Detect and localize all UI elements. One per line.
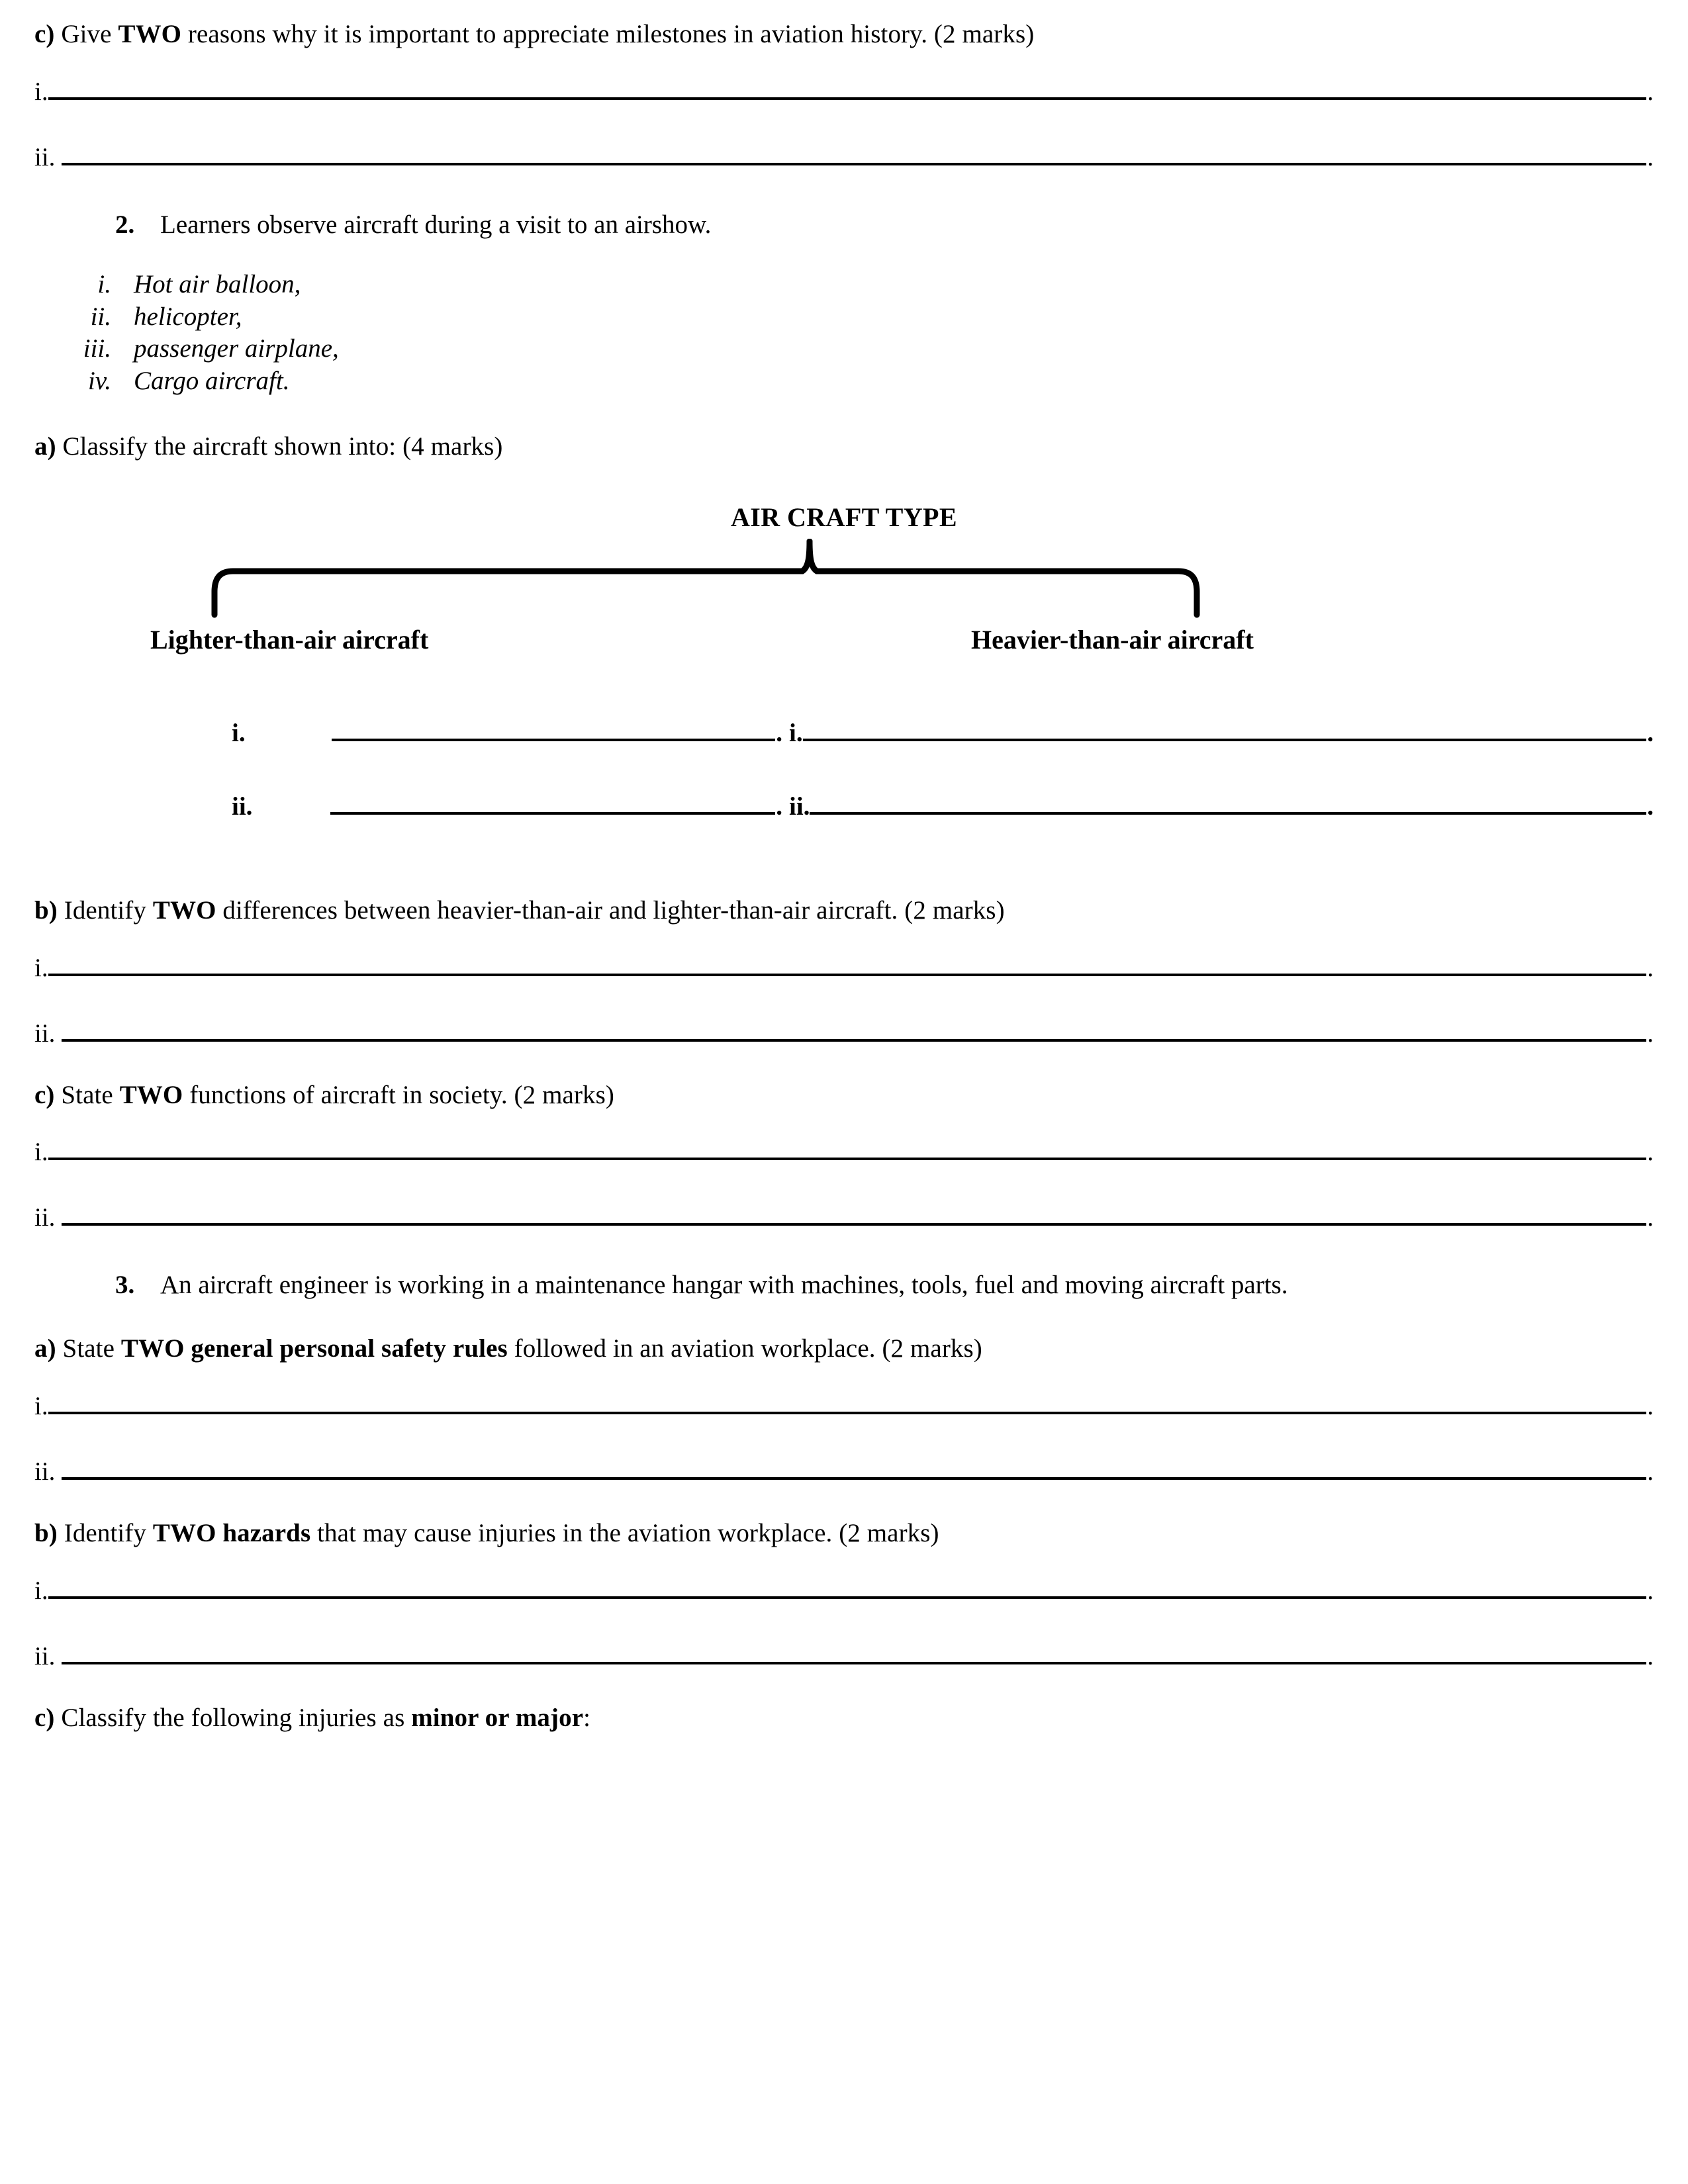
question-3c-text-before: Classify the following injuries as	[54, 1704, 412, 1733]
answer-terminator: .	[1647, 1576, 1654, 1606]
question-3c-label: c)	[34, 1704, 55, 1733]
list-item	[34, 301, 1654, 334]
question-1c-text-after: reasons why it is important to appreciate milestones in aviation history. (2 marks)	[181, 20, 1035, 48]
answer-line-2c-i[interactable]	[34, 1139, 1654, 1165]
answer-rule[interactable]	[48, 974, 1647, 976]
question-3-stem	[34, 1270, 1654, 1300]
answer-rule[interactable]	[62, 163, 1646, 165]
question-3-stem-text: An aircraft engineer is working in a maintenance hangar with machines, tools, fuel and moving aircraft parts.	[160, 1271, 1288, 1300]
answer-marker-gap	[55, 144, 62, 170]
branch-label-lighter-than-air: Lighter-than-air aircraft	[150, 624, 429, 655]
answer-rule[interactable]	[62, 1223, 1646, 1226]
question-2c-text-before: State	[54, 1080, 120, 1109]
answer-marker: i.	[34, 953, 48, 982]
answer-rule[interactable]	[48, 1158, 1647, 1160]
answer-line-3a-i[interactable]	[34, 1393, 1654, 1419]
answer-marker: i.	[34, 1138, 48, 1167]
question-2-stem	[34, 210, 1654, 240]
question-3a-text-after: followed in an aviation workplace. (2 marks)	[507, 1334, 982, 1363]
answer-terminator: .	[1647, 1457, 1654, 1486]
diagram-brace	[34, 539, 1654, 618]
answer-terminator: .	[1647, 718, 1654, 747]
answer-marker-gap	[55, 1021, 62, 1046]
answer-line-2b-ii[interactable]	[34, 1021, 1654, 1046]
answer-terminator: .	[1647, 1392, 1654, 1421]
classification-answers-row-i	[34, 720, 1654, 746]
question-2a-prompt	[34, 432, 1654, 462]
classification-left-ii[interactable]	[34, 794, 782, 819]
list-item	[34, 269, 1654, 301]
question-3b-text-after: that may cause injuries in the aviation workplace. (2 marks)	[310, 1519, 939, 1548]
question-2c-emphasis: TWO	[119, 1080, 183, 1109]
answer-terminator: .	[1647, 1203, 1654, 1232]
question-3a-emphasis: TWO general personal safety rules	[120, 1334, 508, 1363]
answer-rule[interactable]	[810, 812, 1646, 815]
answer-marker: ii.	[34, 1019, 56, 1048]
answer-marker: ii.	[789, 792, 810, 821]
answer-marker-gap	[55, 1205, 62, 1230]
answer-marker: i.	[789, 718, 803, 747]
answer-line-3a-ii[interactable]	[34, 1459, 1654, 1484]
answer-rule[interactable]	[62, 1477, 1646, 1480]
question-3b-label: b)	[34, 1519, 58, 1548]
answer-line-1c-i[interactable]	[34, 79, 1654, 105]
answer-terminator: .	[1647, 1019, 1654, 1048]
answer-marker-gap	[55, 1459, 62, 1484]
aircraft-list	[34, 269, 1654, 398]
answer-terminator: .	[1647, 1138, 1654, 1167]
question-3a-prompt	[34, 1334, 1654, 1364]
list-item-label: passenger airplane,	[134, 334, 339, 363]
question-1c-prompt	[34, 20, 1654, 50]
answer-terminator: .	[776, 718, 782, 747]
list-item-label: helicopter,	[134, 302, 242, 331]
question-3c-emphasis: minor or major	[411, 1704, 584, 1733]
answer-rule[interactable]	[332, 739, 776, 741]
question-2a-text: Classify the aircraft shown into: (4 marks)	[56, 432, 503, 461]
question-3-number: 3.	[115, 1271, 135, 1300]
answer-marker: ii.	[34, 1203, 56, 1232]
answer-terminator: .	[1647, 1642, 1654, 1671]
question-2b-label: b)	[34, 895, 58, 925]
question-2b-text-after: differences between heavier-than-air and lighter-than-air aircraft. (2 marks)	[216, 895, 1005, 925]
brace-icon	[34, 539, 1654, 618]
list-item-numeral: iii.	[83, 334, 111, 363]
classification-answers-row-ii	[34, 794, 1654, 819]
list-item-label: Hot air balloon,	[134, 269, 301, 298]
question-3b-prompt	[34, 1519, 1654, 1549]
answer-marker: i.	[232, 718, 246, 747]
question-2c-text-after: functions of aircraft in society. (2 marks)	[183, 1080, 614, 1109]
answer-terminator: .	[776, 792, 782, 821]
branch-label-heavier-than-air: Heavier-than-air aircraft	[971, 624, 1254, 655]
answer-rule[interactable]	[48, 1412, 1647, 1414]
question-2c-prompt	[34, 1081, 1654, 1111]
question-3b-text-before: Identify	[57, 1519, 153, 1548]
answer-line-1c-ii[interactable]	[34, 144, 1654, 170]
classification-right-i[interactable]	[782, 720, 1654, 746]
answer-terminator: .	[1647, 792, 1654, 821]
question-2b-emphasis: TWO	[152, 895, 216, 925]
question-1c-emphasis: TWO	[118, 20, 182, 48]
list-item	[34, 365, 1654, 398]
list-item-numeral: iv.	[87, 367, 111, 396]
answer-marker-gap	[55, 1643, 62, 1669]
question-1c-label: c)	[34, 20, 55, 48]
answer-line-3b-i[interactable]	[34, 1578, 1654, 1604]
question-3a-label: a)	[34, 1334, 56, 1363]
list-item-numeral: i.	[97, 269, 111, 298]
answer-marker: ii.	[34, 1457, 56, 1486]
list-item	[34, 333, 1654, 365]
question-2-stem-text: Learners observe aircraft during a visit to an airshow.	[160, 210, 712, 239]
answer-line-3b-ii[interactable]	[34, 1643, 1654, 1669]
answer-terminator: .	[1647, 142, 1654, 171]
answer-marker: ii.	[34, 1642, 56, 1671]
classification-right-ii[interactable]	[782, 794, 1654, 819]
question-2-number: 2.	[115, 210, 135, 239]
answer-rule[interactable]	[330, 812, 775, 815]
answer-marker: i.	[34, 1576, 48, 1606]
answer-terminator: .	[1647, 953, 1654, 982]
question-1c-text-before: Give	[54, 20, 118, 48]
question-3c-prompt	[34, 1704, 1654, 1733]
question-2b-prompt	[34, 896, 1654, 926]
aircraft-type-diagram	[34, 502, 1654, 700]
answer-rule[interactable]	[48, 1596, 1647, 1599]
answer-marker: i.	[34, 77, 48, 106]
answer-terminator: .	[1647, 77, 1654, 106]
question-2b-text-before: Identify	[57, 895, 153, 925]
answer-marker: ii.	[34, 142, 56, 171]
answer-rule[interactable]	[803, 739, 1647, 741]
question-3b-emphasis: TWO hazards	[152, 1519, 311, 1548]
question-3c-text-after: :	[583, 1704, 591, 1733]
question-2a-label: a)	[34, 432, 56, 461]
answer-rule[interactable]	[48, 97, 1647, 100]
answer-rule[interactable]	[62, 1662, 1646, 1664]
question-2c-label: c)	[34, 1080, 55, 1109]
list-item-label: Cargo aircraft.	[134, 367, 290, 396]
answer-rule[interactable]	[62, 1039, 1646, 1042]
question-3a-text-before: State	[56, 1334, 121, 1363]
answer-line-2c-ii[interactable]	[34, 1205, 1654, 1230]
diagram-title: AIR CRAFT TYPE	[731, 502, 957, 532]
list-item-numeral: ii.	[90, 302, 111, 331]
answer-marker: ii.	[232, 792, 253, 821]
answer-line-2b-i[interactable]	[34, 955, 1654, 981]
answer-marker: i.	[34, 1392, 48, 1421]
classification-left-i[interactable]	[34, 720, 782, 746]
